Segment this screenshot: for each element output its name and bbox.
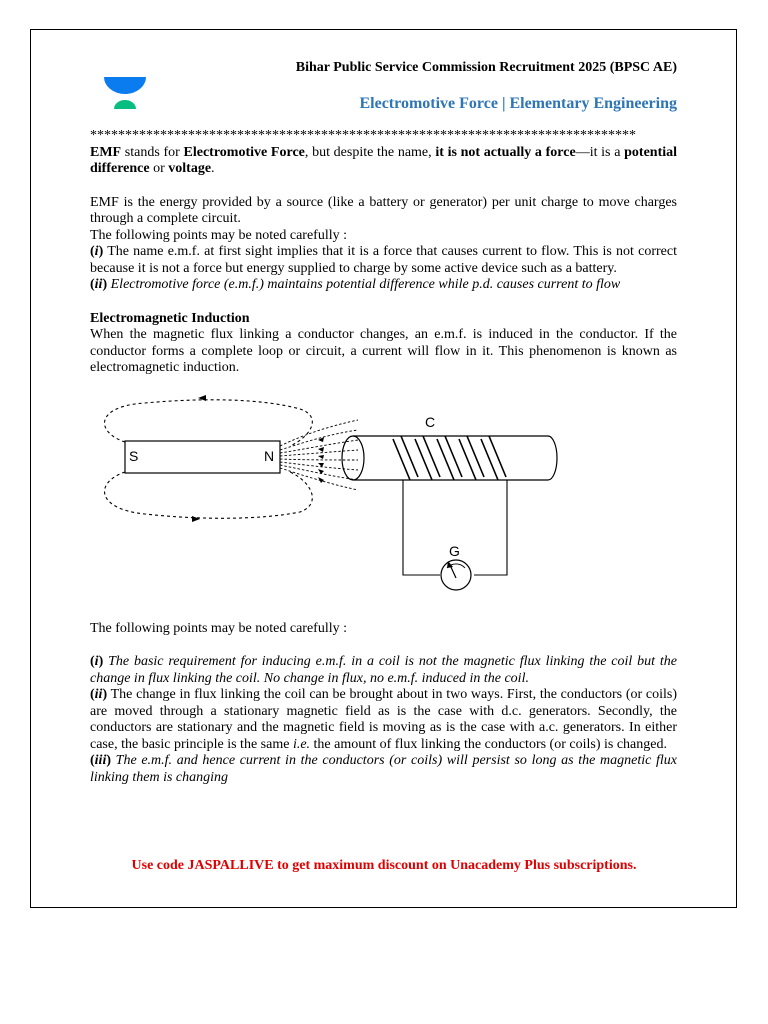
induction-diagram xyxy=(90,394,677,609)
flux-lines xyxy=(280,420,358,490)
point-2: (ii) Electromotive force (e.m.f.) maintains potential difference while p.d. causes current to flow xyxy=(90,277,621,292)
bar-magnet xyxy=(125,441,280,473)
promo-banner: Use code JASPALLIVE to get maximum discount on Unacademy Plus subscriptions. xyxy=(131,858,637,873)
points-intro-2: The following points may be noted carefully : xyxy=(90,620,347,636)
point-1: (i) The name e.m.f. at first sight implies that it is a force that causes current to flow. This is not correct because it is not a force but energy supplied to charge by some active device such as a battery. xyxy=(90,244,677,276)
field-arrow-bottom xyxy=(192,516,200,522)
point-2-1: (i) The basic requirement for inducing e.m.f. in a coil is not the magnetic flux linking the coil but the change in flux linking the coil. No change in flux, no e.m.f. induced in the coil. xyxy=(90,654,677,686)
galvanometer xyxy=(441,560,471,590)
point-2-2: (ii) The change in flux linking the coil can be brought about in two ways. First, the conductors (or coils) are moved through a stationary magnetic field as is the case with d.c. generators. Secondly, the conductors are stationary and the magnetic field is moving as is the case with a.c. generators. In either case, the basic principle is the same i.e. the amount of flux linking the conductors (or coils) is changed. xyxy=(90,687,677,752)
induction-heading: Electromagnetic Induction xyxy=(90,310,250,326)
page-title: Electromotive Force | Elementary Engineering xyxy=(359,95,677,112)
points-intro: The following points may be noted carefully : xyxy=(90,227,347,243)
induction-paragraph: When the magnetic flux linking a conductor changes, an e.m.f. is induced in the conductor. If the conductor forms a complete loop or circuit, a current will flow in it. This phenomenon is known as electromagnetic induction. xyxy=(90,327,677,375)
intro-paragraph: EMF stands for Electromotive Force, but despite the name, it is not actually a force—it is a potential difference or voltage. xyxy=(90,144,678,176)
point-2-3: (iii) The e.m.f. and hence current in the conductors (or coils) will persist so long as the magnetic flux linking them is changing xyxy=(90,753,677,785)
galvanometer-label: G xyxy=(449,542,460,559)
magnet-s-label: S xyxy=(129,447,139,464)
emf-definition: EMF is the energy provided by a source (like a battery or generator) per unit charge to move charges through a complete circuit. xyxy=(90,194,677,226)
field-line-bottom xyxy=(105,472,313,518)
field-line-top xyxy=(105,399,313,445)
coil-tube xyxy=(342,436,557,480)
exam-title: Bihar Public Service Commission Recruitment 2025 (BPSC AE) xyxy=(295,60,677,75)
separator: ****************************************************************************** xyxy=(90,128,636,143)
unacademy-logo-icon xyxy=(104,77,146,109)
magnet-n-label: N xyxy=(264,447,275,464)
coil-label: C xyxy=(425,413,436,430)
document-body xyxy=(90,128,677,786)
coil-windings xyxy=(393,436,506,480)
